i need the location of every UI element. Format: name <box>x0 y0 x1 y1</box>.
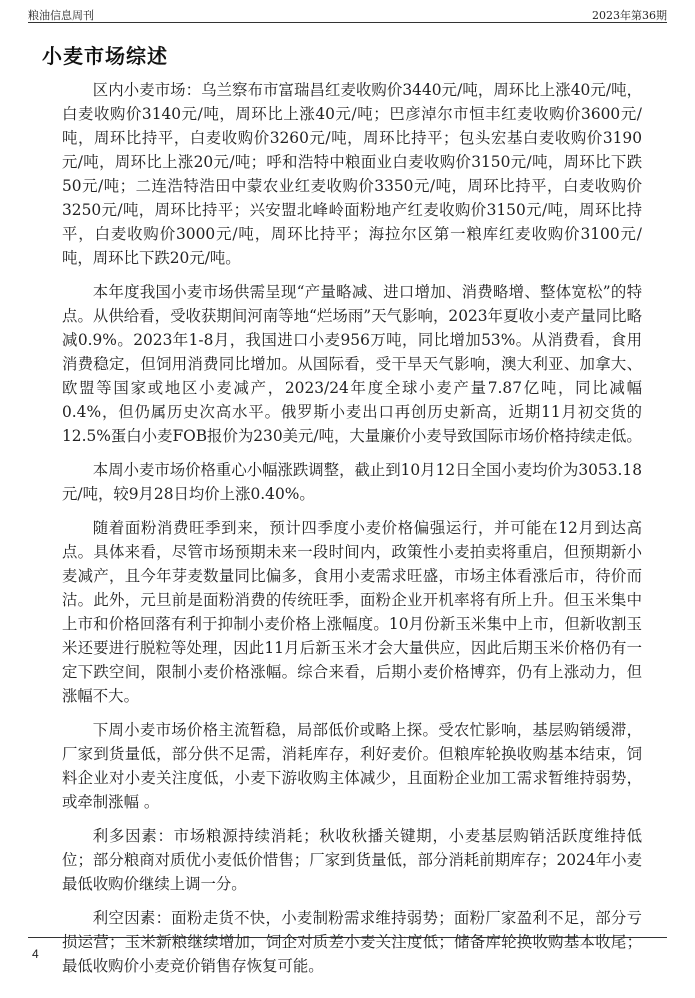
paragraph-bullish-factors: 利多因素：市场粮源持续消耗；秋收秋播关键期，小麦基层购销活跃度维持低位；部分粮商对质优小麦低价惜售；厂家到货量低，部分消耗前期库存；2024年小麦最低收购价继续上调一分。 <box>62 827 642 893</box>
article-title: 小麦市场综述 <box>42 44 168 68</box>
page-number: 4 <box>32 947 39 961</box>
paragraph-national-supply-demand: 本年度我国小麦市场供需呈现“产量略减、进口增加、消费略增、整体宽松”的特点。从供给看，受收获期间河南等地“烂场雨”天气影响，2023年夏收小麦产量同比略减0.9%。2023年1-8月，我国进口小麦956万吨，同比增加53%。从消费看，食用消费稳定，但饲用消费同比增加。从国际看，受干旱天气影响，澳大利亚、加拿大、欧盟等国家或地区小麦减产，2023/24年度全球小麦产量7.87亿吨，同比减幅0.4%，但仍属历史次高水平。俄罗斯小麦出口再创历史新高，近期11月初交货的12.5%蛋白小麦FOB报价为230美元/吨，大量廉价小麦导致国际市场价格持续走低。 <box>62 283 642 445</box>
page-header <box>28 0 667 23</box>
paragraph-next-week-forecast: 下周小麦市场价格主流暂稳，局部低价或略上探。受农忙影响，基层购销缓滞，厂家到货量低，部分供不足需，消耗库存，利好麦价。但粮库轮换收购基本结束，饲料企业对小麦关注度低，小麦下游收购主体减少，且面粉企业加工需求暂维持弱势，或牵制涨幅 。 <box>62 721 642 811</box>
issue-number: 2023年第36期 <box>592 9 667 22</box>
paragraph-q4-outlook: 随着面粉消费旺季到来，预计四季度小麦价格偏强运行，并可能在12月到达高点。具体来看，尽管市场预期未来一段时间内，政策性小麦拍卖将重启，但预期新小麦减产，且今年芽麦数量同比偏多，食用小麦需求旺盛，市场主体看涨后市，待价而沽。此外，元旦前是面粉消费的传统旺季，面粉企业开机率将有所上升。但玉米集中上市和价格回落有利于抑制小麦价格上涨幅度。10月份新玉米集中上市，但新收割玉米还要进行脱粒等处理，因此11月后新玉米才会大量供应，因此后期玉米价格仍有一定下跌空间，限制小麦价格涨幅。综合来看，后期小麦价格博弈，仍有上涨动力，但涨幅不大。 <box>62 519 642 705</box>
article-body <box>62 78 642 988</box>
paragraph-bearish-factors: 利空因素：面粉走货不快，小麦制粉需求维持弱势；面粉厂家盈利不足，部分亏损运营；玉米新粮继续增加，饲企对质差小麦关注度低；储备库轮换收购基本收尾；最低收购价小麦竞价销售存恢复可能。 <box>62 909 642 975</box>
paragraph-weekly-price: 本周小麦市场价格重心小幅涨跌调整，截止到10月12日全国小麦均价为3053.18元/吨，较9月28日均价上涨0.40%。 <box>62 461 642 503</box>
footer-divider <box>28 937 667 938</box>
publication-name: 粮油信息周刊 <box>28 9 94 22</box>
paragraph-regional-market: 区内小麦市场：乌兰察布市富瑞昌红麦收购价3440元/吨，周环比上涨40元/吨，白麦收购价3140元/吨，周环比上涨40元/吨；巴彦淖尔市恒丰红麦收购价3600元/吨，周环比持平，白麦收购价3260元/吨，周环比持平；包头宏基白麦收购价3190元/吨，周环比上涨20元/吨；呼和浩特中粮面业白麦收购价3150元/吨，周环比下跌50元/吨；二连浩特浩田中蒙农业红麦收购价3350元/吨，周环比持平，白麦收购价3250元/吨，周环比持平；兴安盟北峰岭面粉地产红麦收购价3150元/吨，周环比持平，白麦收购价3000元/吨，周环比持平；海拉尔区第一粮库红麦收购价3100元/吨，周环比下跌20元/吨。 <box>62 81 642 267</box>
